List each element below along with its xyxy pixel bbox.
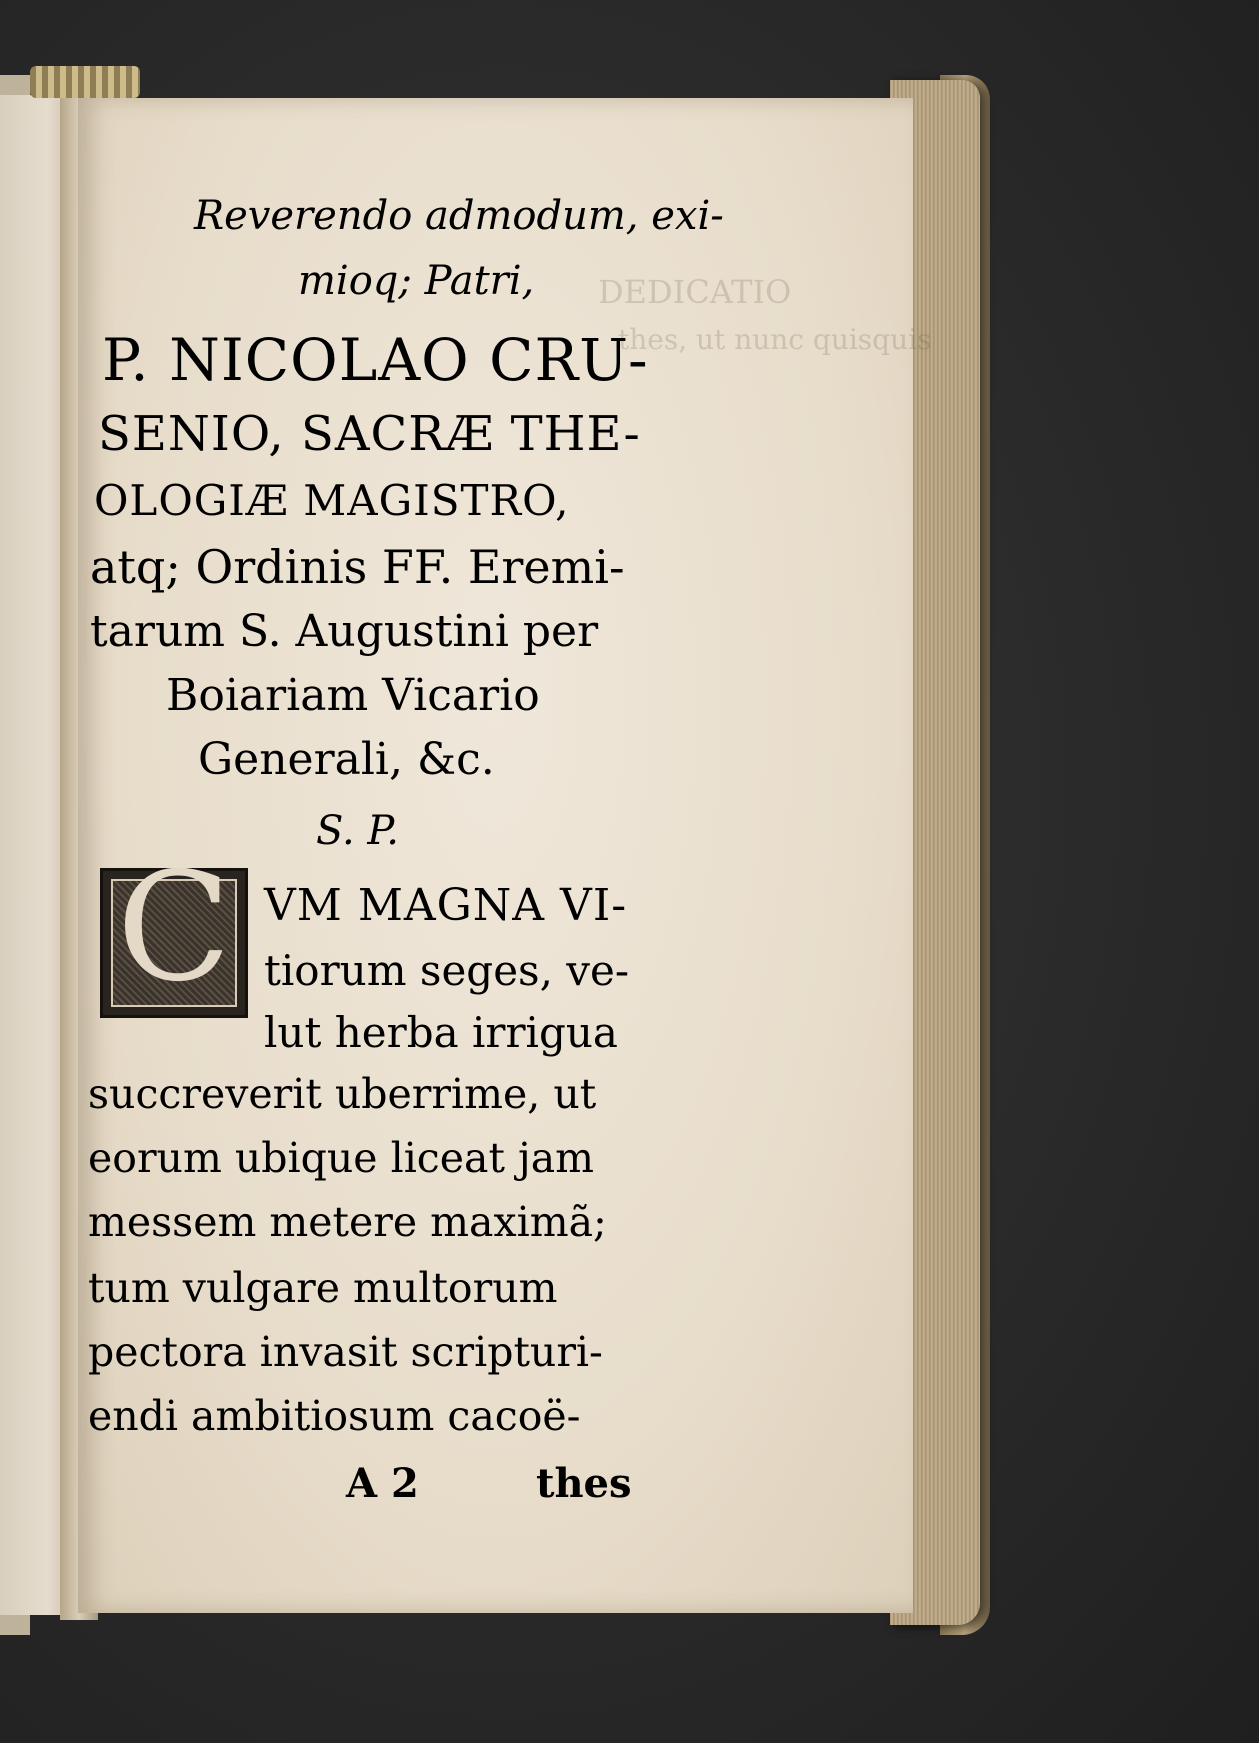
body-line-4: succreverit uberrime, ut bbox=[88, 1070, 597, 1118]
salutation: S. P. bbox=[316, 808, 399, 854]
body-line-2: tiorum seges, ve- bbox=[264, 946, 630, 995]
body-line-1: VM MAGNA VI- bbox=[264, 880, 628, 931]
body-line-3: lut herba irrigua bbox=[264, 1008, 618, 1057]
body-line-6: messem metere maximã; bbox=[88, 1198, 607, 1246]
body-line-8: pectora invasit scripturi- bbox=[88, 1328, 603, 1376]
dedication-line-8: Boiariam Vicario bbox=[166, 670, 540, 721]
dedication-line-6: atq; Ordinis FF. Eremi- bbox=[90, 540, 625, 594]
body-line-9: endi ambitiosum cacoë- bbox=[88, 1392, 581, 1440]
dedication-line-2: mioq; Patri, bbox=[298, 258, 535, 304]
body-line-5: eorum ubique liceat jam bbox=[88, 1134, 595, 1182]
dedication-line-4: SENIO, SACRÆ THE- bbox=[98, 406, 641, 462]
signature-mark: A 2 bbox=[346, 1460, 419, 1507]
drop-cap-letter: C bbox=[116, 841, 232, 1015]
dedication-line-7: tarum S. Augustini per bbox=[90, 606, 599, 657]
catchword: thes bbox=[536, 1460, 632, 1507]
showthrough-text: thes, ut nunc quisquis bbox=[618, 323, 932, 356]
headband bbox=[30, 66, 140, 98]
dedication-line-9: Generali, &c. bbox=[198, 734, 495, 785]
showthrough-text: DEDICATIO bbox=[598, 273, 792, 311]
body-line-7: tum vulgare multorum bbox=[88, 1264, 558, 1312]
dedication-line-1: Reverendo admodum, exi- bbox=[194, 193, 724, 239]
dedication-line-3: P. NICOLAO CRU- bbox=[102, 326, 649, 394]
dedication-line-5: OLOGIÆ MAGISTRO, bbox=[94, 476, 570, 525]
decorated-initial bbox=[100, 841, 248, 1018]
